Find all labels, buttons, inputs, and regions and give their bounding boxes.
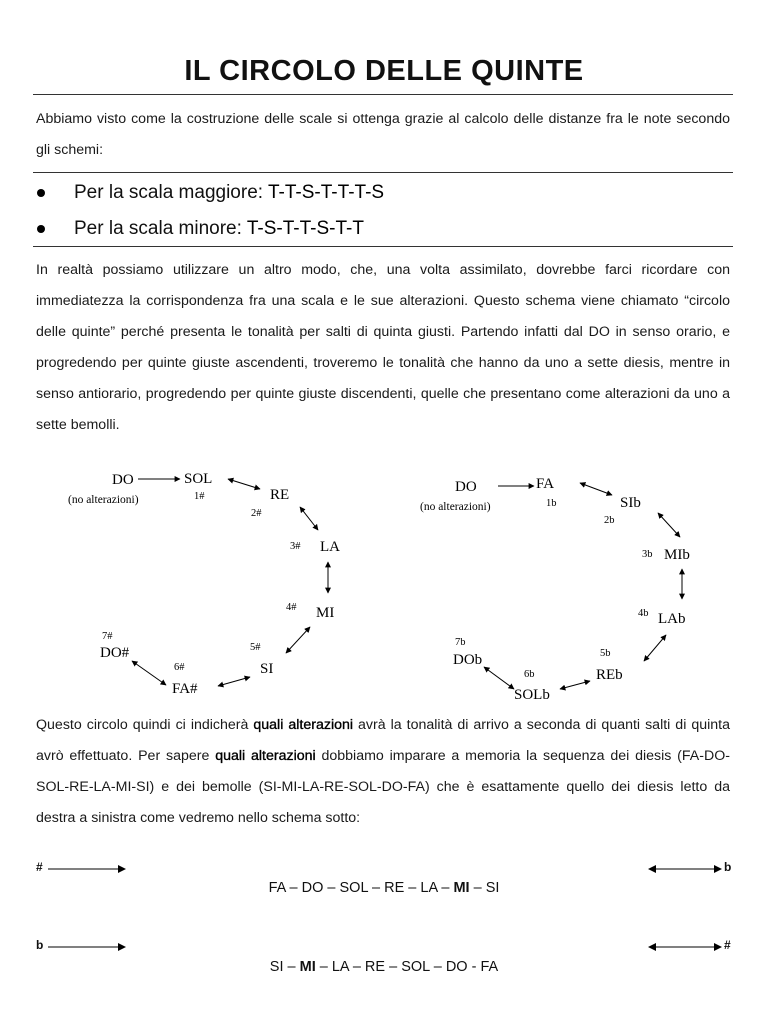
sharps-circle-diagram — [60, 455, 380, 710]
separator: – — [315, 959, 332, 975]
sharp-right-symbol: b — [724, 860, 732, 874]
bullet-icon — [37, 189, 45, 197]
minor-scale-pattern: T-S-T-T-S-T-T — [246, 218, 364, 239]
sharps-count-1: 1# — [194, 491, 205, 502]
sharps-arrow-5 — [218, 677, 250, 686]
flats-arrow-1 — [580, 483, 612, 495]
flats-count-2: 2b — [604, 515, 615, 526]
conclusion-highlight-1: quali alterazioni — [253, 717, 354, 733]
flat-note-2: MI — [299, 959, 316, 975]
minor-scale-label: Per la scala minore: — [74, 218, 247, 239]
sharp-order-sequence — [0, 880, 768, 896]
right-arrow-icon — [48, 863, 128, 875]
intro-paragraph: Abbiamo visto come la costruzione delle scale si ottenga grazie al calcolo delle distanze fra le note secondo gli schemi: — [36, 111, 730, 158]
sharp-order-arrows — [0, 860, 768, 880]
flat-left-symbol: b — [36, 938, 44, 952]
minor-scale-item — [36, 211, 726, 247]
flats-key-fa: FA — [536, 476, 555, 492]
major-scale-label: Per la scala maggiore: — [74, 182, 268, 203]
sharps-key-do-sharp: DO# — [100, 645, 130, 661]
sharp-note-4: RE — [384, 880, 405, 896]
sharps-key-re: RE — [270, 487, 290, 503]
flat-order-arrows — [0, 938, 768, 958]
separator: – — [429, 959, 446, 975]
flats-start-key: DO — [455, 479, 477, 495]
major-scale-item — [36, 175, 726, 211]
flat-right-symbol: # — [724, 938, 731, 952]
sharps-start-note: (no alterazioni) — [68, 494, 139, 506]
flats-count-5: 5b — [600, 648, 611, 659]
separator: – — [283, 959, 300, 975]
sharps-key-fa-sharp: FA# — [172, 681, 198, 697]
sharps-arrow-1 — [228, 479, 260, 489]
flat-note-3: LA — [331, 959, 349, 975]
flat-order-sequence — [0, 959, 768, 975]
double-arrow-icon — [648, 863, 722, 875]
flats-arrow-2 — [658, 513, 680, 537]
separator: – — [404, 880, 421, 896]
bullet-icon — [37, 225, 45, 233]
sharps-count-6: 6# — [174, 662, 185, 673]
flats-circle-diagram — [410, 455, 730, 710]
sharp-note-3: SOL — [339, 880, 368, 896]
flat-note-5: SOL — [401, 959, 430, 975]
flat-note-1: SI — [269, 959, 284, 975]
sharps-count-4: 4# — [286, 602, 297, 613]
conclusion-text-2: avrà la tonalità di arrivo a seconda di quanti salti di quinta avrò effettuato. Per sapere — [36, 717, 730, 764]
body-paragraph: In realtà possiamo utilizzare un altro modo, che, una volta assimilato, dovrebbe farci ricordare con immediatezza la corrispondenza fra una scala e le sue alterazioni. Questo schema viene chiamato “circolo delle quinte” perché presenta le tonalità per salti di quinta giusti. Partendo infatti dal DO in senso orario, e progredendo per quinte giuste ascendenti, troveremo le tonalità che hanno da uno a sette diesis, mentre in senso antiorario, progredendo per quinte giuste discendenti, quelle che presentano come alterazioni da uno a sette bemolli. — [36, 262, 730, 433]
sharp-note-2: DO — [301, 880, 324, 896]
flats-key-la-flat: LAb — [658, 611, 686, 627]
sharp-note-7: SI — [485, 880, 500, 896]
flats-count-4: 4b — [638, 608, 649, 619]
sharps-count-2: 2# — [251, 508, 262, 519]
scale-pattern-list — [36, 175, 726, 247]
sharp-note-5: LA — [420, 880, 438, 896]
separator: – — [368, 880, 385, 896]
sharps-count-3: 3# — [290, 541, 301, 552]
major-scale-pattern: T-T-S-T-T-T-S — [267, 182, 385, 203]
sharp-left-symbol: # — [36, 860, 43, 874]
separator: – — [323, 880, 340, 896]
conclusion-text-1: Questo circolo quindi ci indicherà — [36, 717, 254, 733]
flats-count-1: 1b — [546, 498, 557, 509]
flats-key-re-flat: REb — [596, 667, 623, 683]
flats-arrow-4 — [644, 635, 666, 661]
sharps-count-5: 5# — [250, 642, 261, 653]
flats-count-7: 7b — [455, 637, 466, 648]
conclusion-text-3: dobbiamo imparare a memoria la sequenza dei diesis (FA-DO-SOL-RE-LA-MI-SI) e dei bemolle (SI-MI-LA-RE-SOL-DO-FA) che è esattamente quello dei diesis letto da destra a sinistra come vedremo nello schema sotto: — [36, 748, 730, 826]
separator: - — [467, 959, 481, 975]
flats-count-6: 6b — [524, 669, 535, 680]
separator: – — [348, 959, 365, 975]
sharps-arrow-4 — [286, 627, 310, 653]
flats-key-si-flat: SIb — [620, 495, 641, 511]
title-underline — [33, 94, 733, 95]
flat-note-6: DO — [445, 959, 468, 975]
flats-key-sol-flat: SOLb — [514, 687, 550, 703]
bullets-top-rule — [33, 172, 733, 173]
conclusion-highlight-2: quali alterazioni — [215, 748, 316, 764]
double-arrow-icon — [648, 941, 722, 953]
sharps-count-7: 7# — [102, 631, 113, 642]
page-title: IL CIRCOLO DELLE QUINTE — [184, 55, 584, 87]
separator: – — [469, 880, 486, 896]
flats-arrow-5 — [560, 681, 590, 689]
flat-note-7: FA — [480, 959, 499, 975]
sharps-key-sol: SOL — [184, 471, 213, 487]
separator: – — [285, 880, 302, 896]
sharps-key-la: LA — [320, 539, 340, 555]
sharps-arrow-6 — [132, 661, 166, 685]
sharp-note-1: FA — [268, 880, 286, 896]
flats-key-mi-flat: MIb — [664, 547, 690, 563]
conclusion-paragraph — [36, 710, 730, 834]
flats-arrow-6 — [484, 667, 514, 689]
flats-start-note: (no alterazioni) — [420, 501, 491, 513]
right-arrow-icon — [48, 941, 128, 953]
separator: – — [385, 959, 402, 975]
flats-count-3: 3b — [642, 549, 653, 560]
separator: – — [437, 880, 454, 896]
sharps-key-mi: MI — [316, 605, 335, 621]
sharps-key-si: SI — [260, 661, 274, 677]
sharps-arrow-2 — [300, 507, 318, 530]
flat-note-4: RE — [364, 959, 386, 975]
bullets-bottom-rule — [33, 246, 733, 247]
sharp-note-6: MI — [453, 880, 470, 896]
flats-key-do-flat: DOb — [453, 652, 483, 668]
sharps-start-key: DO — [112, 472, 134, 488]
